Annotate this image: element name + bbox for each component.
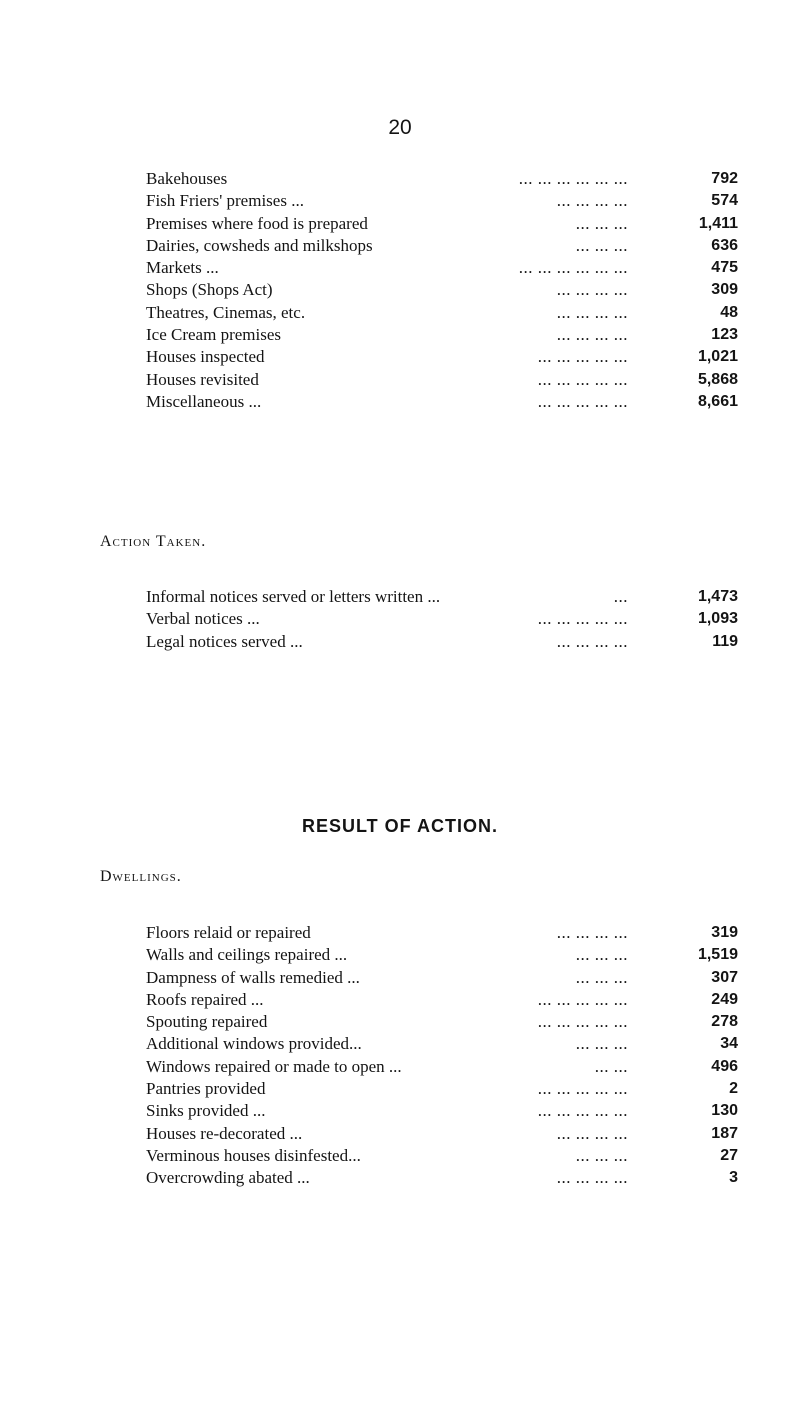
table-row: Walls and ceilings repaired ... ... ... ... 1,519 bbox=[146, 945, 738, 965]
table-row: Dairies, cowsheds and milkshops ... ... ... 636 bbox=[146, 235, 738, 255]
table-row: Premises where food is prepared ... ... ... 1,411 bbox=[146, 213, 738, 233]
table-row: Overcrowding abated ... ... ... ... ... 3 bbox=[146, 1168, 738, 1188]
table-row: Markets ... ... ... ... ... ... ... 475 bbox=[146, 258, 738, 278]
table-row: Verminous houses disinfested... ... ... ... 27 bbox=[146, 1145, 738, 1165]
action-taken-table bbox=[146, 586, 738, 653]
table-row: Shops (Shops Act) ... ... ... ... 309 bbox=[146, 280, 738, 300]
table-row: Houses inspected ... ... ... ... ... 1,021 bbox=[146, 347, 738, 367]
table-row: Miscellaneous ... ... ... ... ... ... 8,661 bbox=[146, 391, 738, 411]
table-row: Pantries provided ... ... ... ... ... 2 bbox=[146, 1079, 738, 1099]
table-row: Fish Friers' premises ... ... ... ... ... 574 bbox=[146, 191, 738, 211]
dwellings-table bbox=[146, 922, 738, 1190]
table-row: Sinks provided ... ... ... ... ... ... 130 bbox=[146, 1101, 738, 1121]
action-taken-heading: Action Taken. bbox=[100, 533, 207, 550]
table-row: Legal notices served ... ... ... ... ... 119 bbox=[146, 631, 738, 651]
table-row: Additional windows provided... ... ... ... 34 bbox=[146, 1034, 738, 1054]
table-row: Floors relaid or repaired ... ... ... ... 319 bbox=[146, 923, 738, 942]
dwellings-heading: Dwellings. bbox=[100, 868, 182, 885]
result-of-action-heading: RESULT OF ACTION. bbox=[302, 816, 498, 836]
inspections-table bbox=[146, 168, 738, 413]
table-row: Theatres, Cinemas, etc. ... ... ... ... 48 bbox=[146, 302, 738, 322]
table-row: Verbal notices ... ... ... ... ... ... 1,093 bbox=[146, 609, 738, 629]
table-row: Bakehouses ... ... ... ... ... ... 792 bbox=[146, 169, 738, 188]
table-row: Ice Cream premises ... ... ... ... 123 bbox=[146, 325, 738, 345]
page-number: 20 bbox=[388, 116, 412, 139]
table-row: Dampness of walls remedied ... ... ... ... 307 bbox=[146, 967, 738, 987]
table-row: Houses revisited ... ... ... ... ... 5,868 bbox=[146, 369, 738, 389]
table-row: Roofs repaired ... ... ... ... ... ... 249 bbox=[146, 989, 738, 1009]
table-row: Spouting repaired ... ... ... ... ... 278 bbox=[146, 1012, 738, 1032]
table-row: Houses re-decorated ... ... ... ... ... 187 bbox=[146, 1123, 738, 1143]
table-row: Windows repaired or made to open ... ... ... 496 bbox=[146, 1056, 738, 1076]
table-row: Informal notices served or letters written ... ... 1,473 bbox=[146, 587, 738, 606]
